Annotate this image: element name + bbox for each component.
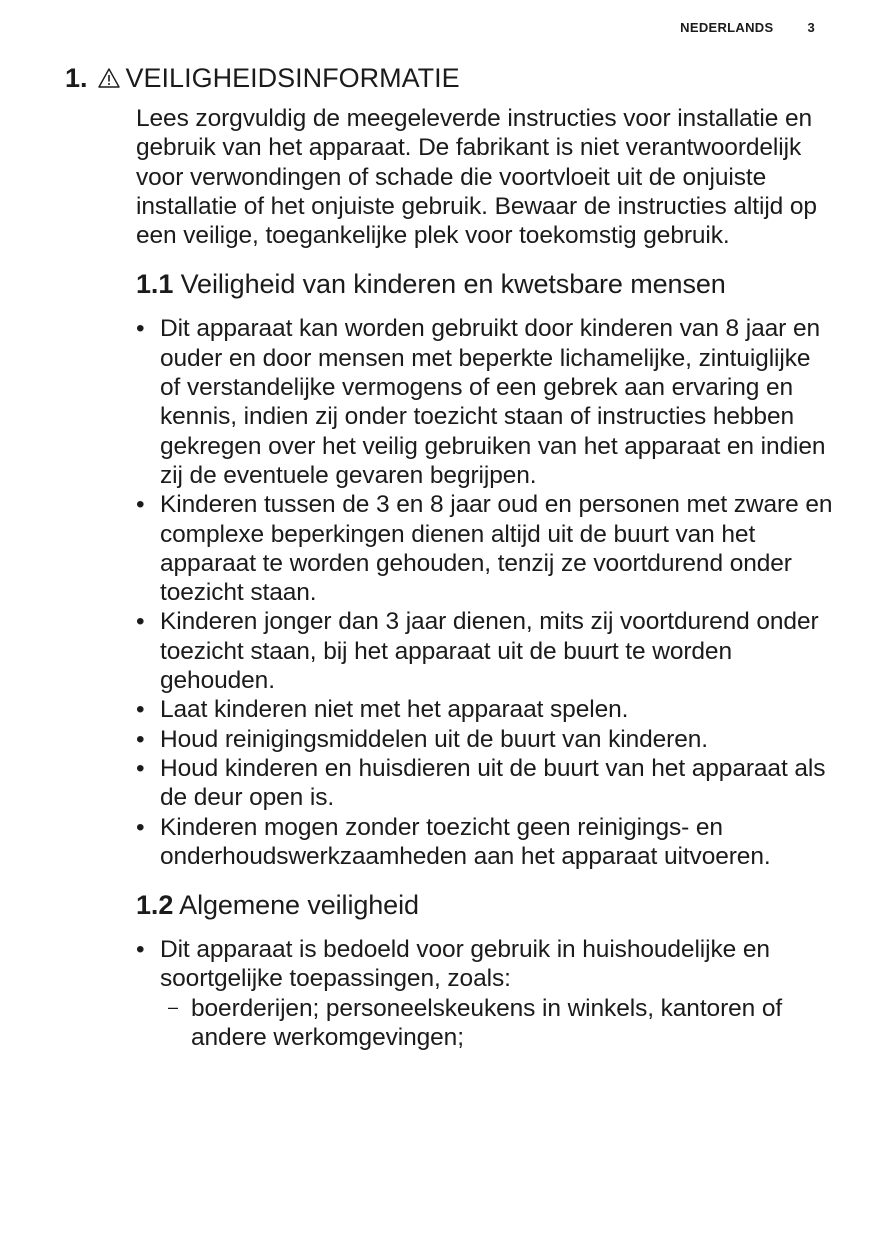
list-item-text: Dit apparaat kan worden gebruikt door kinderen van 8 jaar en ouder en door mensen met beperkte lichamelijke, zintuiglijke of verstandelijke vermogens of een gebrek aan ervaring en kennis, indien zij onder toezicht staan of instructies hebben gekregen over het veilig gebruiken van het apparaat en indien zij de eventuele gevaren begrijpen. [160,315,826,489]
list-item-text: Houd reinigingsmiddelen uit de buurt van kinderen. [160,725,708,753]
bullet: • [136,696,145,724]
warning-triangle-icon [98,67,120,89]
list-item [136,695,836,724]
list-item [136,725,836,754]
bullet: • [136,754,145,782]
page-number: 3 [807,20,815,35]
header-language: NEDERLANDS [680,20,774,35]
sub-list-item [160,994,836,1053]
list-item-text: Laat kinderen niet met het apparaat spelen. [160,696,629,724]
bullet: • [136,725,145,753]
sub-list [160,994,836,1053]
list-item-text: Kinderen jonger dan 3 jaar dienen, mits zij voortdurend onder toezicht staan, bij het apparaat uit de buurt te worden gehouden. [160,608,819,695]
list-item-text: Dit apparaat is bedoeld voor gebruik in huishoudelijke en soortgelijke toepassingen, zoals: [160,936,770,993]
running-header [680,20,815,35]
dash: – [168,996,178,1017]
section-number: 1. [65,63,88,93]
bullet: • [136,936,145,964]
subsection-heading-1-1 [136,267,836,301]
section-title-text: VEILIGHEIDSINFORMATIE [125,63,460,93]
list-item-text: Kinderen mogen zonder toezicht geen reinigings- en onderhoudswerkzaamheden aan het apparaat uitvoeren. [160,813,771,870]
bullet: • [136,608,145,636]
sub-list-item-text: boerderijen; personeelskeukens in winkels, kantoren of andere werkomgevingen; [191,994,783,1052]
list-item [136,813,836,872]
intro-paragraph: Lees zorgvuldig de meegeleverde instructies voor installatie en gebruik van het apparaat. De fabrikant is niet verantwoordelijk voor verwondingen of schade die voortvloeit uit de onjuiste installatie of het onjuiste gebruik. Bewaar de instructies altijd op een veilige, toegankelijke plek voor toekomstig gebruik. [136,105,817,250]
list-item [136,490,836,607]
list-item [136,754,836,813]
section-title [65,61,460,95]
child-safety-list [136,314,836,871]
subsection-number: 1.2 [136,890,174,921]
subsection-title: Veiligheid van kinderen en kwetsbare mensen [180,269,726,300]
list-item [136,314,836,490]
document-body [136,104,836,1052]
list-item-text: Kinderen tussen de 3 en 8 jaar oud en personen met zware en complexe beperkingen dienen altijd uit de buurt van het apparaat te worden gehouden, tenzij ze voortdurend onder toezicht staan. [160,491,833,607]
list-item [136,935,836,1052]
bullet: • [136,491,145,519]
general-safety-list [136,935,836,1052]
subsection-title: Algemene veiligheid [179,890,419,921]
subsection-heading-1-2 [136,888,836,922]
bullet: • [136,315,145,343]
list-item-text: Houd kinderen en huisdieren uit de buurt van het apparaat als de deur open is. [160,754,826,812]
subsection-number: 1.1 [136,269,174,300]
list-item [136,607,836,695]
bullet: • [136,813,145,841]
